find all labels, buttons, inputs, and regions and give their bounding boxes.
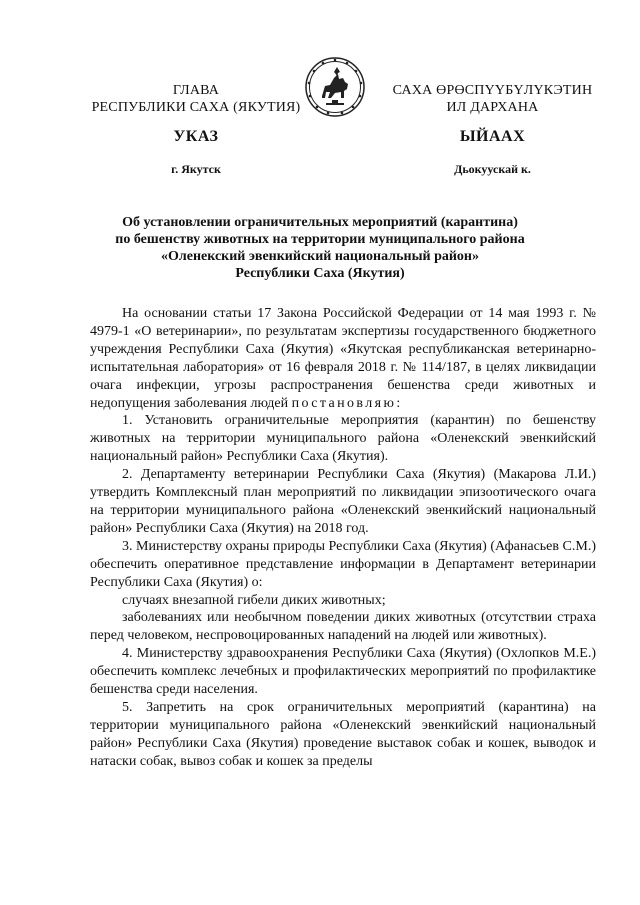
decree-title xyxy=(95,214,545,282)
decree-body xyxy=(90,305,596,771)
item-2: 2. Департаменту ветеринарии Республики Саха (Якутия) (Макарова Л.И.) утвердить Комплексный план мероприятий по ликвидации эпизоотического очага на территории муниципального района «Оленекский эвенкийский национальный район» Республики Саха (Якутия) на 2018 год. xyxy=(90,467,596,536)
issuer-right xyxy=(380,82,605,116)
item-3: 3. Министерству охраны природы Республики Саха (Якутия) (Афанасьев С.М.) обеспечить оперативное представление информации в Департамент ветеринарии Республики Саха (Якутия) о: xyxy=(90,538,596,590)
issuer-left-line1: ГЛАВА xyxy=(172,83,220,98)
doc-type-left: УКАЗ xyxy=(173,128,219,145)
title-line4: Республики Саха (Якутия) xyxy=(235,266,405,281)
item-1: 1. Установить ограничительные мероприятия (карантин) по бешенству животных на территории муниципального района «Оленекский эвенкийский национальный район» Республики Саха (Якутия). xyxy=(90,413,596,465)
title-line2: по бешенству животных на территории муниципального района xyxy=(115,232,525,247)
item-3-sub-1: случаях внезапной гибели диких животных; xyxy=(122,592,386,608)
city-right: Дьокуускай к. xyxy=(454,162,531,176)
issuer-left-line2: РЕСПУБЛИКИ САХА (ЯКУТИЯ) xyxy=(91,100,301,115)
title-line1: Об установлении ограничительных мероприятий (карантина) xyxy=(122,215,518,230)
city-left: г. Якутск xyxy=(171,162,221,176)
issuer-right-line2: ИЛ ДАРХАНА xyxy=(446,100,539,115)
item-5: 5. Запретить на срок ограничительных мероприятий (карантина) на территории муниципального района «Оленекский эвенкийский национальный район» Республики Саха (Якутия) проведение выставок собак и кошек, выводок и натаски собак, вывоз собак и кошек за пределы xyxy=(90,699,596,769)
item-4: 4. Министерству здравоохранения Республики Саха (Якутия) (Охлопков М.Е.) обеспечить комплекс лечебных и профилактических мероприятий по профилактике бешенства среди населения. xyxy=(90,646,596,698)
title-line3: «Оленекский эвенкийский национальный район» xyxy=(160,249,479,264)
coat-of-arms-emblem-icon xyxy=(304,56,366,118)
decree-word: постановляю: xyxy=(291,395,403,411)
item-3-sub-2: заболеваниях или необычном поведении диких животных (отсутствии страха перед человеком, неспровоцированных нападений на людей или животных). xyxy=(90,610,596,644)
issuer-right-line1: САХА ӨРӨСПҮҮБҮЛҮКЭТИН xyxy=(392,83,593,98)
doc-type-right: ЫЙААХ xyxy=(459,128,526,145)
preamble-paragraph xyxy=(90,305,596,412)
preamble-text: На основании статьи 17 Закона Российской Федерации от 14 мая 1993 г. № 4979-1 «О ветеринарии», по результатам экспертизы государственного бюджетного учреждения Республики Саха (Якутия) «Якутская республиканская ветеринарно-испытательная лаборатория» от 16 февраля 2018 г. № 114/187, в целях ликвидации очага инфекции, угрозы распространения бешенства среди животных и недопущения заболевания людей xyxy=(90,306,596,411)
issuer-left xyxy=(90,82,302,116)
